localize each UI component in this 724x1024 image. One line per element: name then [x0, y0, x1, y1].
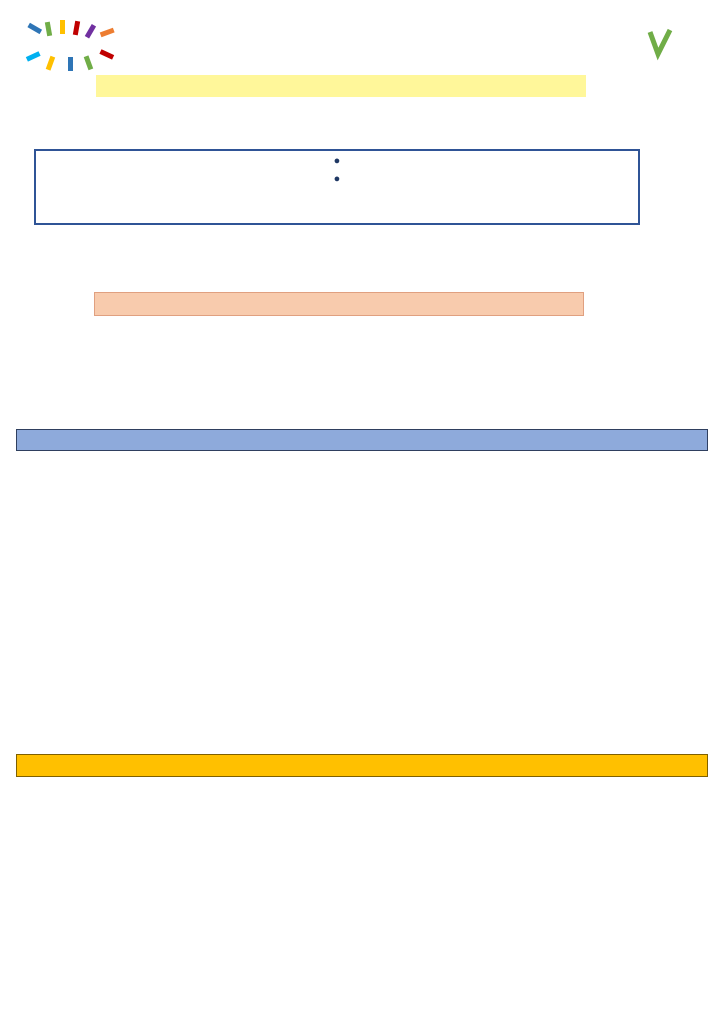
acv-logo: [600, 24, 690, 74]
trait-d-union-logo: [24, 20, 132, 72]
aubrac-title: [16, 754, 708, 777]
info-box: ● ●: [34, 149, 640, 225]
update-date: [96, 75, 586, 97]
argences-title: [16, 429, 708, 451]
poste-section-title: [94, 292, 584, 316]
